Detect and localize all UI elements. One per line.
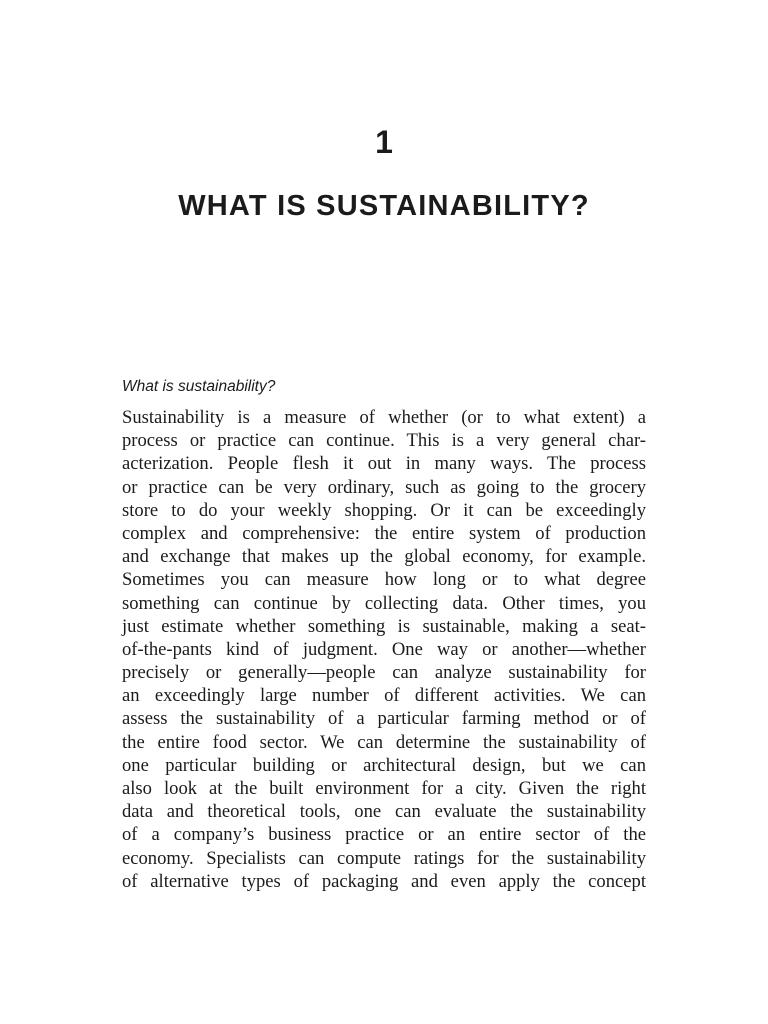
body-line: also look at the built environment for a city. Given the right [122,778,646,799]
body-line: just estimate whether something is sustainable, making a seat- [122,615,646,637]
body-line: or practice can be very ordinary, such as going to the grocery [122,476,646,498]
body-line: process or practice can continue. This is a very general char- [122,430,646,452]
body-line: store to do your weekly shopping. Or it can be exceedingly [122,499,646,521]
body-line: economy. Specialists can compute ratings for the sustainability [122,847,646,869]
chapter-title: WHAT IS SUSTAINABILITY? [178,190,590,222]
body-line: one particular building or architectural design, but we can [122,754,646,776]
body-line: Sometimes you can measure how long or to what degree [122,569,646,591]
body-line: complex and comprehensive: the entire system of production [122,522,646,544]
body-line: assess the sustainability of a particular farming method or of [122,708,646,730]
chapter-number: 1 [375,124,393,160]
body-line: Sustainability is a measure of whether (or to what extent) a [122,407,646,428]
body-line: and exchange that makes up the global economy, for example. [122,546,646,568]
body-line: the entire food sector. We can determine the sustainability of [122,731,646,753]
body-line: data and theoretical tools, one can evaluate the sustainability [122,801,646,823]
body-line: of alternative types of packaging and even apply the concept [122,870,646,892]
body-line: precisely or generally—people can analyze sustainability for [122,662,646,684]
body-line: of-the-pants kind of judgment. One way or another—whether [122,638,646,660]
body-line: something can continue by collecting data. Other times, you [122,592,646,614]
section-heading: What is sustainability? [122,378,276,395]
body-line: an exceedingly large number of different activities. We can [122,685,646,707]
body-line: of a company’s business practice or an entire sector of the [122,824,646,846]
body-line: acterization. People flesh it out in many ways. The process [122,453,646,475]
body-paragraph [122,406,646,893]
